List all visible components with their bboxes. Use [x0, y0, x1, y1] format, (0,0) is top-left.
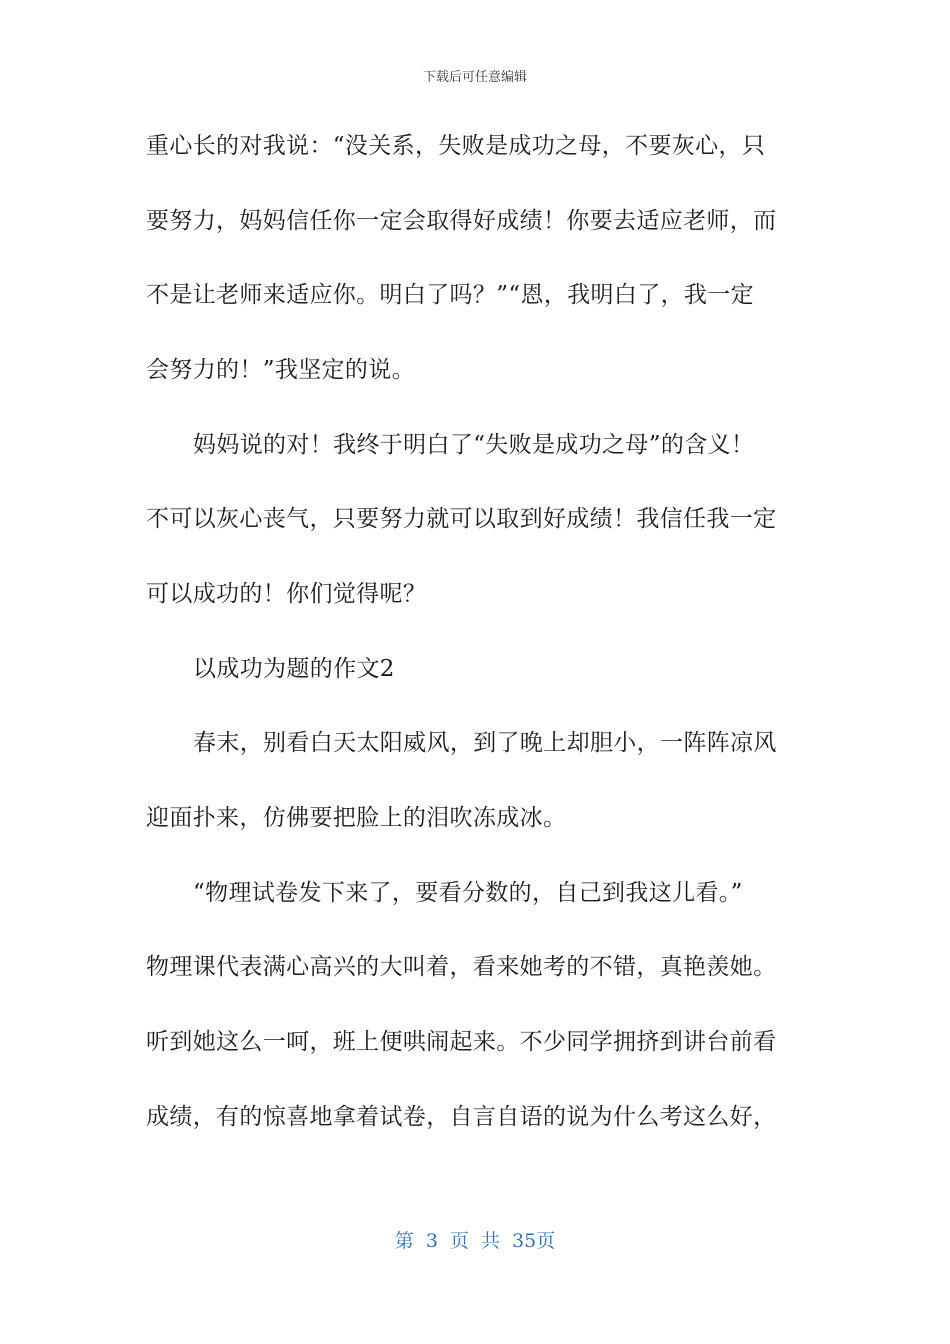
text-line-9: 春末，别看白天太阳威风，到了晚上却胆小，一阵阵凉风 [193, 730, 777, 756]
text-line-1: 重心长的对我说：“没关系，失败是成功之母，不要灰心，只 [146, 133, 766, 159]
text-line-12: 物理课代表满心高兴的大叫着，看来她考的不错，真艳羡她。 [146, 954, 777, 980]
text-line-2: 要努力，妈妈信任你一定会取得好成绩！你要去适应老师，而 [146, 208, 777, 234]
text-line-7: 可以成功的！你们觉得呢？ [146, 581, 427, 607]
essay-subtitle: 以成功为题的作文2 [193, 656, 395, 682]
text-line-5: 妈妈说的对！我终于明白了“失败是成功之母”的含义！ [193, 432, 755, 458]
text-line-13: 听到她这么一呵，班上便哄闹起来。不少同学拥挤到讲台前看 [146, 1029, 777, 1055]
page-header: 下载后可任意编辑 [422, 70, 527, 85]
page-number: 第 3 页 共 35页 [394, 1230, 556, 1252]
text-line-4: 会努力的！”我坚定的说。 [146, 357, 415, 383]
text-line-10: 迎面扑来，仿佛要把脸上的泪吹冻成冰。 [146, 805, 567, 831]
text-line-6: 不可以灰心丧气，只要努力就可以取到好成绩！我信任我一定 [146, 506, 777, 532]
text-line-14: 成绩，有的惊喜地拿着试卷，自言自语的说为什么考这么好， [146, 1104, 777, 1130]
text-line-11: “物理试卷发下来了，要看分数的，自己到我这儿看。” [193, 880, 743, 906]
text-line-3: 不是让老师来适应你。明白了吗？”“恩，我明白了，我一定 [146, 282, 754, 308]
